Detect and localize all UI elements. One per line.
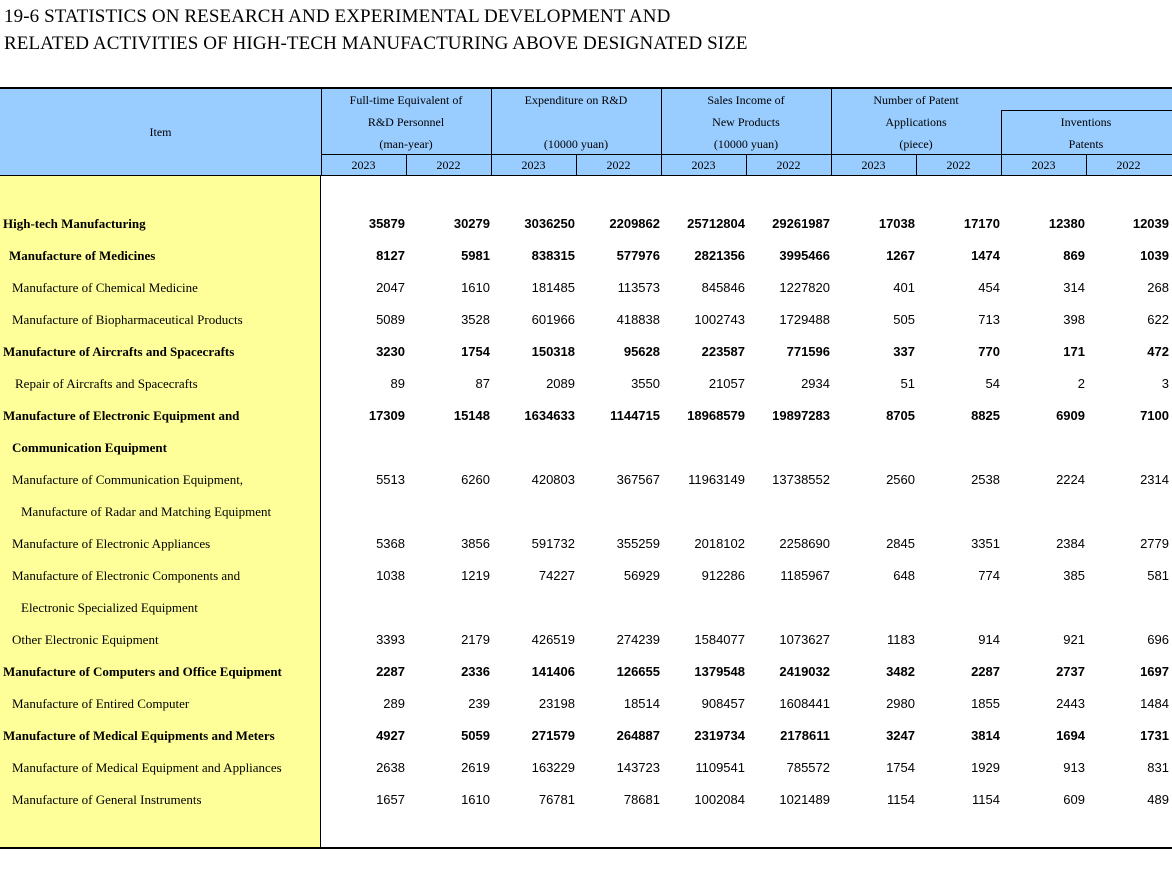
- row-value: 3247: [886, 728, 915, 743]
- row-value: 3995466: [779, 248, 830, 263]
- row-value: 2845: [886, 536, 915, 551]
- row-label: Manufacture of Electronic Appliances: [12, 536, 211, 551]
- row-label: Manufacture of Chemical Medicine: [12, 280, 198, 295]
- row-value: 1154: [887, 792, 915, 807]
- row-value: 25712804: [687, 216, 745, 231]
- row-value: 1185967: [780, 568, 830, 583]
- row-value: 420803: [531, 472, 575, 487]
- row-value: 5981: [461, 248, 490, 263]
- row-value: 3393: [376, 632, 405, 647]
- row-value: 1754: [461, 344, 490, 359]
- row-value: 8825: [971, 408, 1000, 423]
- row-value: 713: [978, 312, 1000, 327]
- row-value: 1731: [1140, 728, 1169, 743]
- row-value: 3482: [886, 664, 915, 679]
- table-row: [0, 592, 1172, 624]
- header-year: 2022: [776, 158, 801, 172]
- row-value: 1929: [971, 760, 1000, 775]
- row-value: 1484: [1140, 696, 1169, 711]
- row-value: 89: [390, 376, 405, 391]
- row-value: 1021489: [779, 792, 830, 807]
- row-value: 1608441: [779, 696, 830, 711]
- header-item: Item: [149, 125, 172, 139]
- row-value: 2178611: [780, 728, 830, 743]
- table-row: [0, 272, 1172, 304]
- row-value: 577976: [616, 248, 660, 263]
- header-group-4-line-3: (piece): [899, 137, 933, 151]
- row-value: 1002084: [694, 792, 745, 807]
- row-value: 601966: [531, 312, 575, 327]
- row-value: 1657: [376, 792, 405, 807]
- table-row: [0, 720, 1172, 752]
- row-value: 1144715: [610, 408, 660, 423]
- row-value: 1038: [376, 568, 405, 583]
- table-row: [0, 784, 1172, 816]
- row-label: Manufacture of General Instruments: [12, 792, 202, 807]
- row-value: 401: [893, 280, 915, 295]
- row-value: 770: [978, 344, 1000, 359]
- row-value: 12039: [1132, 216, 1169, 231]
- row-value: 3230: [376, 344, 405, 359]
- row-value: 2821356: [694, 248, 745, 263]
- row-value: 2619: [461, 760, 490, 775]
- row-value: 696: [1147, 632, 1169, 647]
- row-value: 505: [893, 312, 915, 327]
- row-value: 87: [475, 376, 490, 391]
- row-value: 51: [900, 376, 915, 391]
- row-value: 143723: [616, 760, 660, 775]
- row-value: 771596: [786, 344, 830, 359]
- row-value: 1694: [1056, 728, 1085, 743]
- row-value: 18968579: [687, 408, 745, 423]
- row-value: 2419032: [779, 664, 830, 679]
- header-group-3-line-2: New Products: [712, 115, 780, 129]
- row-value: 95628: [623, 344, 660, 359]
- row-label: Manufacture of Electronic Equipment and: [3, 408, 240, 423]
- row-value: 2047: [376, 280, 405, 295]
- row-value: 171: [1063, 344, 1085, 359]
- row-label: Manufacture of Radar and Matching Equipment: [21, 504, 272, 519]
- header-group-2-line-1: Expenditure on R&D: [524, 93, 628, 107]
- row-value: 74227: [538, 568, 575, 583]
- row-value: 3814: [971, 728, 1000, 743]
- row-value: 1183: [887, 632, 915, 647]
- row-value: 3: [1161, 376, 1169, 391]
- row-label: Manufacture of Aircrafts and Spacecrafts: [3, 344, 235, 359]
- table-row: [0, 624, 1172, 656]
- row-label: Manufacture of Communication Equipment,: [12, 472, 244, 487]
- row-value: 1584077: [694, 632, 745, 647]
- row-value: 785572: [786, 760, 830, 775]
- row-value: 2443: [1056, 696, 1085, 711]
- table-row: [0, 496, 1172, 528]
- row-value: 5059: [461, 728, 490, 743]
- row-label: Manufacture of Electronic Components and: [12, 568, 241, 583]
- row-value: 2779: [1140, 536, 1169, 551]
- row-value: 2209862: [609, 216, 660, 231]
- table-row: [0, 432, 1172, 464]
- row-label: Repair of Aircrafts and Spacecrafts: [15, 376, 198, 391]
- row-value: 23198: [538, 696, 575, 711]
- header-year: 2023: [521, 158, 546, 172]
- row-value: 268: [1147, 280, 1169, 295]
- row-value: 5089: [376, 312, 405, 327]
- table-row: [0, 400, 1172, 432]
- header-year: 2022: [946, 158, 971, 172]
- row-value: 831: [1147, 760, 1169, 775]
- table-row: [0, 528, 1172, 560]
- row-value: 2934: [801, 376, 830, 391]
- header-group-5-line-2: Inventions: [1060, 115, 1112, 129]
- row-value: 2384: [1056, 536, 1085, 551]
- table-header: [0, 87, 1172, 176]
- row-value: 1267: [886, 248, 915, 263]
- page-title: [4, 3, 748, 57]
- row-value: 7100: [1140, 408, 1169, 423]
- row-value: 418838: [616, 312, 660, 327]
- row-value: 1610: [461, 792, 490, 807]
- row-value: 398: [1063, 312, 1085, 327]
- row-label: Manufacture of Entired Computer: [12, 696, 190, 711]
- row-value: 35879: [368, 216, 405, 231]
- row-value: 3550: [631, 376, 660, 391]
- row-value: 150318: [531, 344, 575, 359]
- header-group-5-line-3: Patents: [1068, 137, 1104, 151]
- header-group-1-line-2: R&D Personnel: [367, 115, 445, 129]
- row-value: 367567: [616, 472, 660, 487]
- row-value: 126655: [616, 664, 660, 679]
- row-value: 1610: [461, 280, 490, 295]
- table-row: [0, 752, 1172, 784]
- row-value: 113573: [617, 280, 660, 295]
- row-value: 2287: [971, 664, 1000, 679]
- row-value: 56929: [623, 568, 660, 583]
- row-value: 2179: [461, 632, 490, 647]
- row-value: 289: [383, 696, 405, 711]
- table-row: [0, 208, 1172, 240]
- row-value: 264887: [616, 728, 660, 743]
- header-group-1-line-3: (man-year): [379, 137, 433, 151]
- header-year: 2022: [606, 158, 631, 172]
- row-value: 908457: [701, 696, 745, 711]
- row-value: 21057: [708, 376, 745, 391]
- row-value: 3036250: [524, 216, 575, 231]
- row-value: 385: [1063, 568, 1085, 583]
- header-group-3-line-3: (10000 yuan): [713, 137, 779, 151]
- row-value: 426519: [531, 632, 575, 647]
- row-value: 581: [1147, 568, 1169, 583]
- table-row: [0, 240, 1172, 272]
- row-value: 2314: [1140, 472, 1169, 487]
- row-value: 489: [1147, 792, 1169, 807]
- table-row: [0, 336, 1172, 368]
- row-value: 2: [1077, 376, 1085, 391]
- row-value: 1697: [1140, 664, 1169, 679]
- header-year: 2023: [861, 158, 886, 172]
- row-value: 1754: [886, 760, 915, 775]
- row-value: 2287: [376, 664, 405, 679]
- row-value: 2538: [971, 472, 1000, 487]
- row-value: 454: [978, 280, 1000, 295]
- row-value: 11963149: [688, 472, 745, 487]
- row-value: 472: [1147, 344, 1169, 359]
- header-group-4-line-2: Applications: [885, 115, 947, 129]
- header-group-4-line-1: Number of Patent: [873, 93, 959, 107]
- row-value: 2560: [886, 472, 915, 487]
- row-value: 6260: [461, 472, 490, 487]
- row-value: 2018102: [694, 536, 745, 551]
- row-value: 2319734: [694, 728, 745, 743]
- row-value: 17170: [963, 216, 1000, 231]
- row-value: 2224: [1056, 472, 1085, 487]
- row-value: 914: [978, 632, 1000, 647]
- row-label: Manufacture of Biopharmaceutical Products: [12, 312, 243, 327]
- row-value: 19897283: [772, 408, 830, 423]
- row-value: 1219: [461, 568, 490, 583]
- row-label: Manufacture of Medical Equipment and Appliances: [12, 760, 282, 775]
- row-value: 3856: [461, 536, 490, 551]
- row-value: 163229: [531, 760, 575, 775]
- row-value: 2980: [886, 696, 915, 711]
- title-line-2: RELATED ACTIVITIES OF HIGH-TECH MANUFACTURING ABOVE DESIGNATED SIZE: [4, 33, 748, 54]
- row-value: 2336: [461, 664, 490, 679]
- header-group-3-line-1: Sales Income of: [707, 93, 785, 107]
- row-label: High-tech Manufacturing: [3, 216, 146, 231]
- row-value: 274239: [616, 632, 660, 647]
- table-row: [0, 560, 1172, 592]
- row-value: 8705: [886, 408, 915, 423]
- row-value: 609: [1063, 792, 1085, 807]
- row-value: 648: [893, 568, 915, 583]
- row-value: 18514: [623, 696, 660, 711]
- table-row: [0, 304, 1172, 336]
- row-value: 1154: [972, 792, 1000, 807]
- row-value: 2258690: [779, 536, 830, 551]
- row-value: 17309: [368, 408, 405, 423]
- row-value: 355259: [616, 536, 660, 551]
- header-year: 2022: [436, 158, 461, 172]
- row-value: 12380: [1048, 216, 1085, 231]
- row-value: 1379548: [694, 664, 745, 679]
- row-value: 774: [978, 568, 1000, 583]
- row-label: Electronic Specialized Equipment: [21, 600, 198, 615]
- row-value: 17038: [878, 216, 915, 231]
- row-value: 1729488: [779, 312, 830, 327]
- row-value: 8127: [376, 248, 405, 263]
- row-value: 30279: [453, 216, 490, 231]
- header-year: 2023: [351, 158, 376, 172]
- row-value: 1634633: [524, 408, 575, 423]
- row-value: 6909: [1056, 408, 1085, 423]
- row-value: 591732: [531, 536, 575, 551]
- row-value: 5513: [376, 472, 405, 487]
- row-value: 3351: [971, 536, 1000, 551]
- row-label: Manufacture of Medicines: [9, 248, 156, 263]
- row-value: 912286: [701, 568, 745, 583]
- row-value: 4927: [376, 728, 405, 743]
- row-value: 1039: [1140, 248, 1169, 263]
- table-row: [0, 656, 1172, 688]
- row-value: 5368: [376, 536, 405, 551]
- row-label: Communication Equipment: [12, 440, 167, 455]
- row-value: 1002743: [694, 312, 745, 327]
- header-year: 2023: [1031, 158, 1056, 172]
- row-label: Manufacture of Medical Equipments and Meters: [3, 728, 275, 743]
- header-group-1-line-1: Full-time Equivalent of: [349, 93, 463, 107]
- row-value: 76781: [538, 792, 575, 807]
- header-year: 2022: [1116, 158, 1141, 172]
- row-value: 314: [1063, 280, 1085, 295]
- row-label: Manufacture of Computers and Office Equipment: [3, 664, 282, 679]
- title-line-1: 19-6 STATISTICS ON RESEARCH AND EXPERIMENTAL DEVELOPMENT AND: [4, 6, 671, 27]
- row-value: 921: [1063, 632, 1085, 647]
- row-value: 54: [985, 376, 1000, 391]
- row-value: 337: [893, 344, 915, 359]
- row-value: 1073627: [779, 632, 830, 647]
- row-value: 869: [1063, 248, 1085, 263]
- table-row: [0, 464, 1172, 496]
- row-value: 239: [468, 696, 490, 711]
- row-value: 15148: [453, 408, 490, 423]
- row-value: 838315: [531, 248, 575, 263]
- row-value: 1855: [971, 696, 1000, 711]
- header-group-2-line-3: (10000 yuan): [543, 137, 609, 151]
- row-label: Other Electronic Equipment: [12, 632, 159, 647]
- row-value: 78681: [623, 792, 660, 807]
- row-value: 1109541: [695, 760, 745, 775]
- row-value: 2089: [546, 376, 575, 391]
- row-value: 1227820: [779, 280, 830, 295]
- table-row: [0, 368, 1172, 400]
- row-value: 622: [1147, 312, 1169, 327]
- row-value: 13738552: [772, 472, 830, 487]
- row-value: 1474: [971, 248, 1000, 263]
- header-year: 2023: [691, 158, 716, 172]
- table-row: [0, 688, 1172, 720]
- row-value: 223587: [701, 344, 745, 359]
- row-value: 141406: [531, 664, 575, 679]
- row-value: 2638: [376, 760, 405, 775]
- row-value: 845846: [701, 280, 745, 295]
- row-value: 913: [1063, 760, 1085, 775]
- row-value: 29261987: [772, 216, 830, 231]
- row-value: 271579: [531, 728, 575, 743]
- table-bottom-rule: [0, 847, 1172, 849]
- row-value: 181485: [531, 280, 575, 295]
- row-value: 3528: [461, 312, 490, 327]
- row-value: 2737: [1056, 664, 1085, 679]
